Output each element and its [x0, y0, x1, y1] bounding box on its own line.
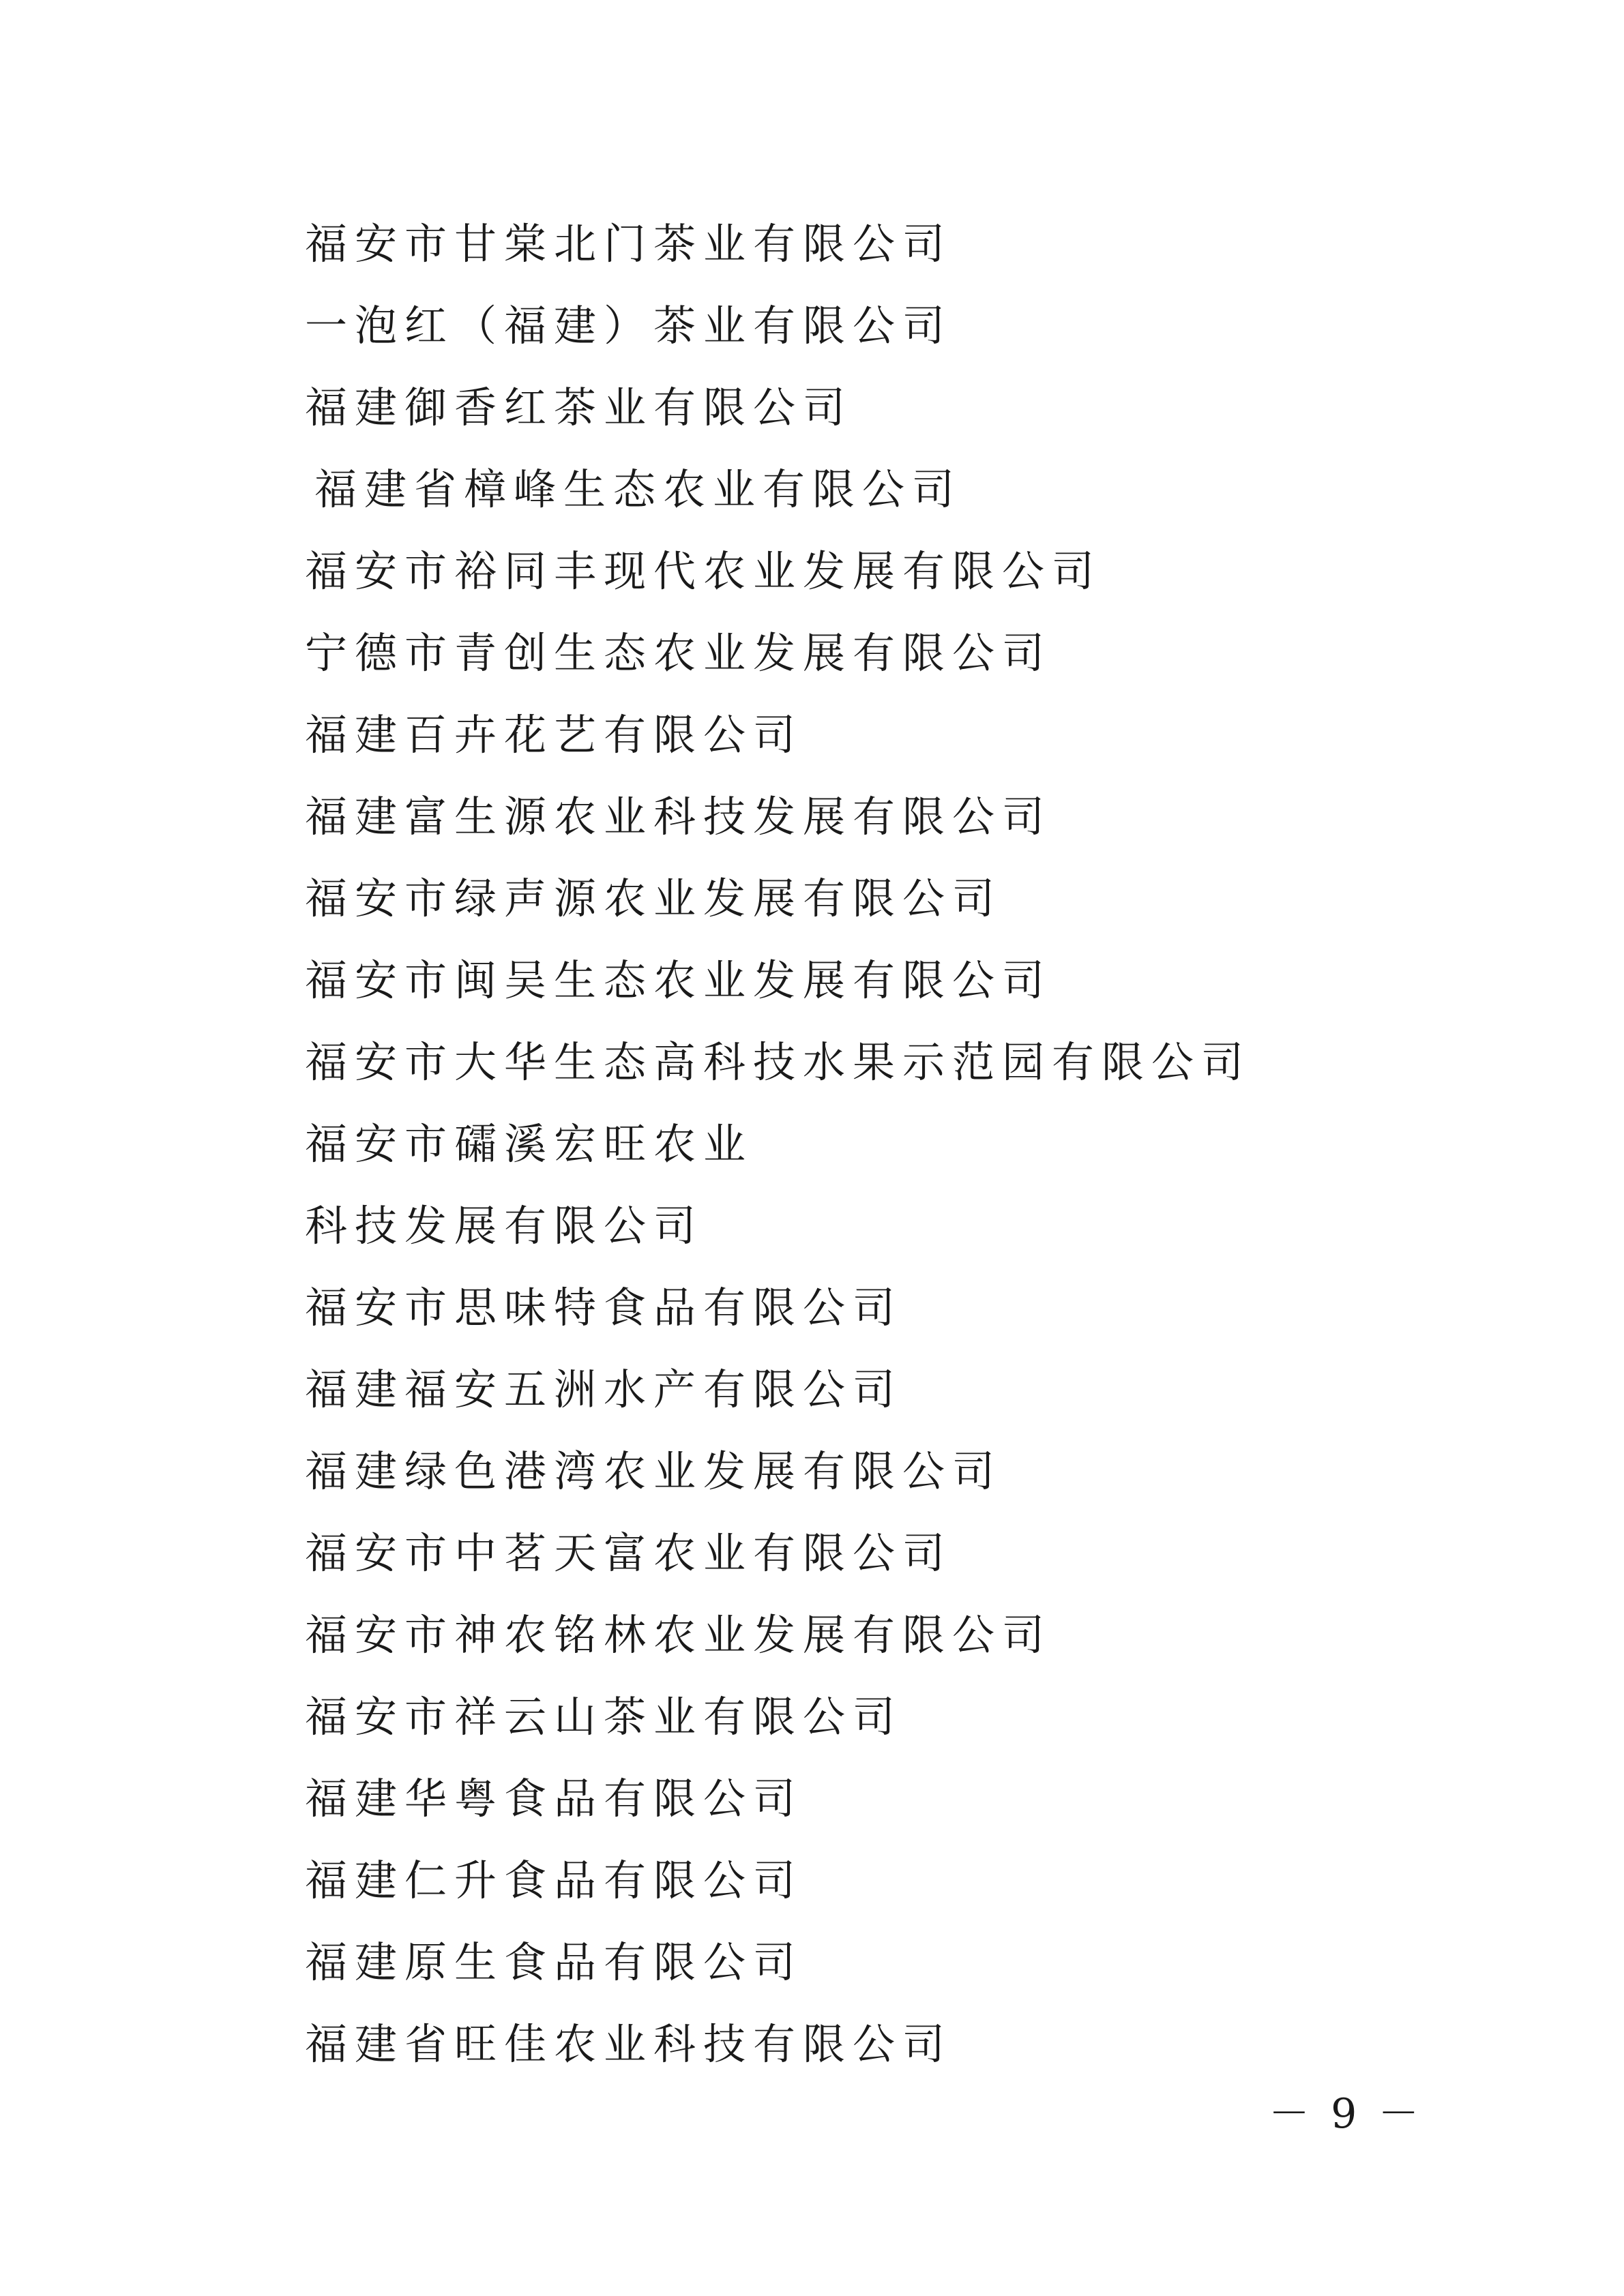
company-list [305, 203, 1251, 2085]
list-item: 福安市闽吴生态农业发展有限公司 [305, 955, 1052, 1005]
list-item: 福建省旺佳农业科技有限公司 [305, 2019, 953, 2069]
list-item: 福建绿色港湾农业发展有限公司 [305, 1446, 1003, 1496]
list-item: 宁德市青创生态农业发展有限公司 [305, 628, 1052, 678]
list-item: 福安市大华生态高科技水果示范园有限公司 [305, 1037, 1252, 1087]
list-item: 福安市神农铭林农业发展有限公司 [305, 1610, 1052, 1660]
list-item: 福安市中茗天富农业有限公司 [305, 1528, 953, 1578]
list-item: 福建省樟峰生态农业有限公司 [314, 464, 962, 514]
list-item: 福安市思味特食品有限公司 [305, 1283, 903, 1332]
list-item: 福建福安五洲水产有限公司 [305, 1365, 903, 1414]
list-item: 福建仁升食品有限公司 [305, 1855, 803, 1905]
list-item: 福建御香红茶业有限公司 [305, 383, 853, 432]
list-item: 福安市礵溪宏旺农业 [305, 1119, 754, 1169]
list-item: 福安市绿声源农业发展有限公司 [305, 874, 1003, 923]
list-item: 科技发展有限公司 [305, 1201, 704, 1251]
list-item: 福建华粤食品有限公司 [305, 1774, 803, 1823]
list-item: 福安市祥云山茶业有限公司 [305, 1692, 903, 1742]
list-item: 福建富生源农业科技发展有限公司 [305, 792, 1052, 841]
list-item: 一泡红（福建）茶业有限公司 [305, 301, 953, 351]
page-number: － 9 － [1269, 2090, 1423, 2138]
list-item: 福安市裕同丰现代农业发展有限公司 [305, 546, 1102, 596]
list-item: 福安市甘棠北门茶业有限公司 [305, 219, 953, 269]
list-item: 福建百卉花艺有限公司 [305, 710, 803, 760]
list-item: 福建原生食品有限公司 [305, 1937, 803, 1987]
